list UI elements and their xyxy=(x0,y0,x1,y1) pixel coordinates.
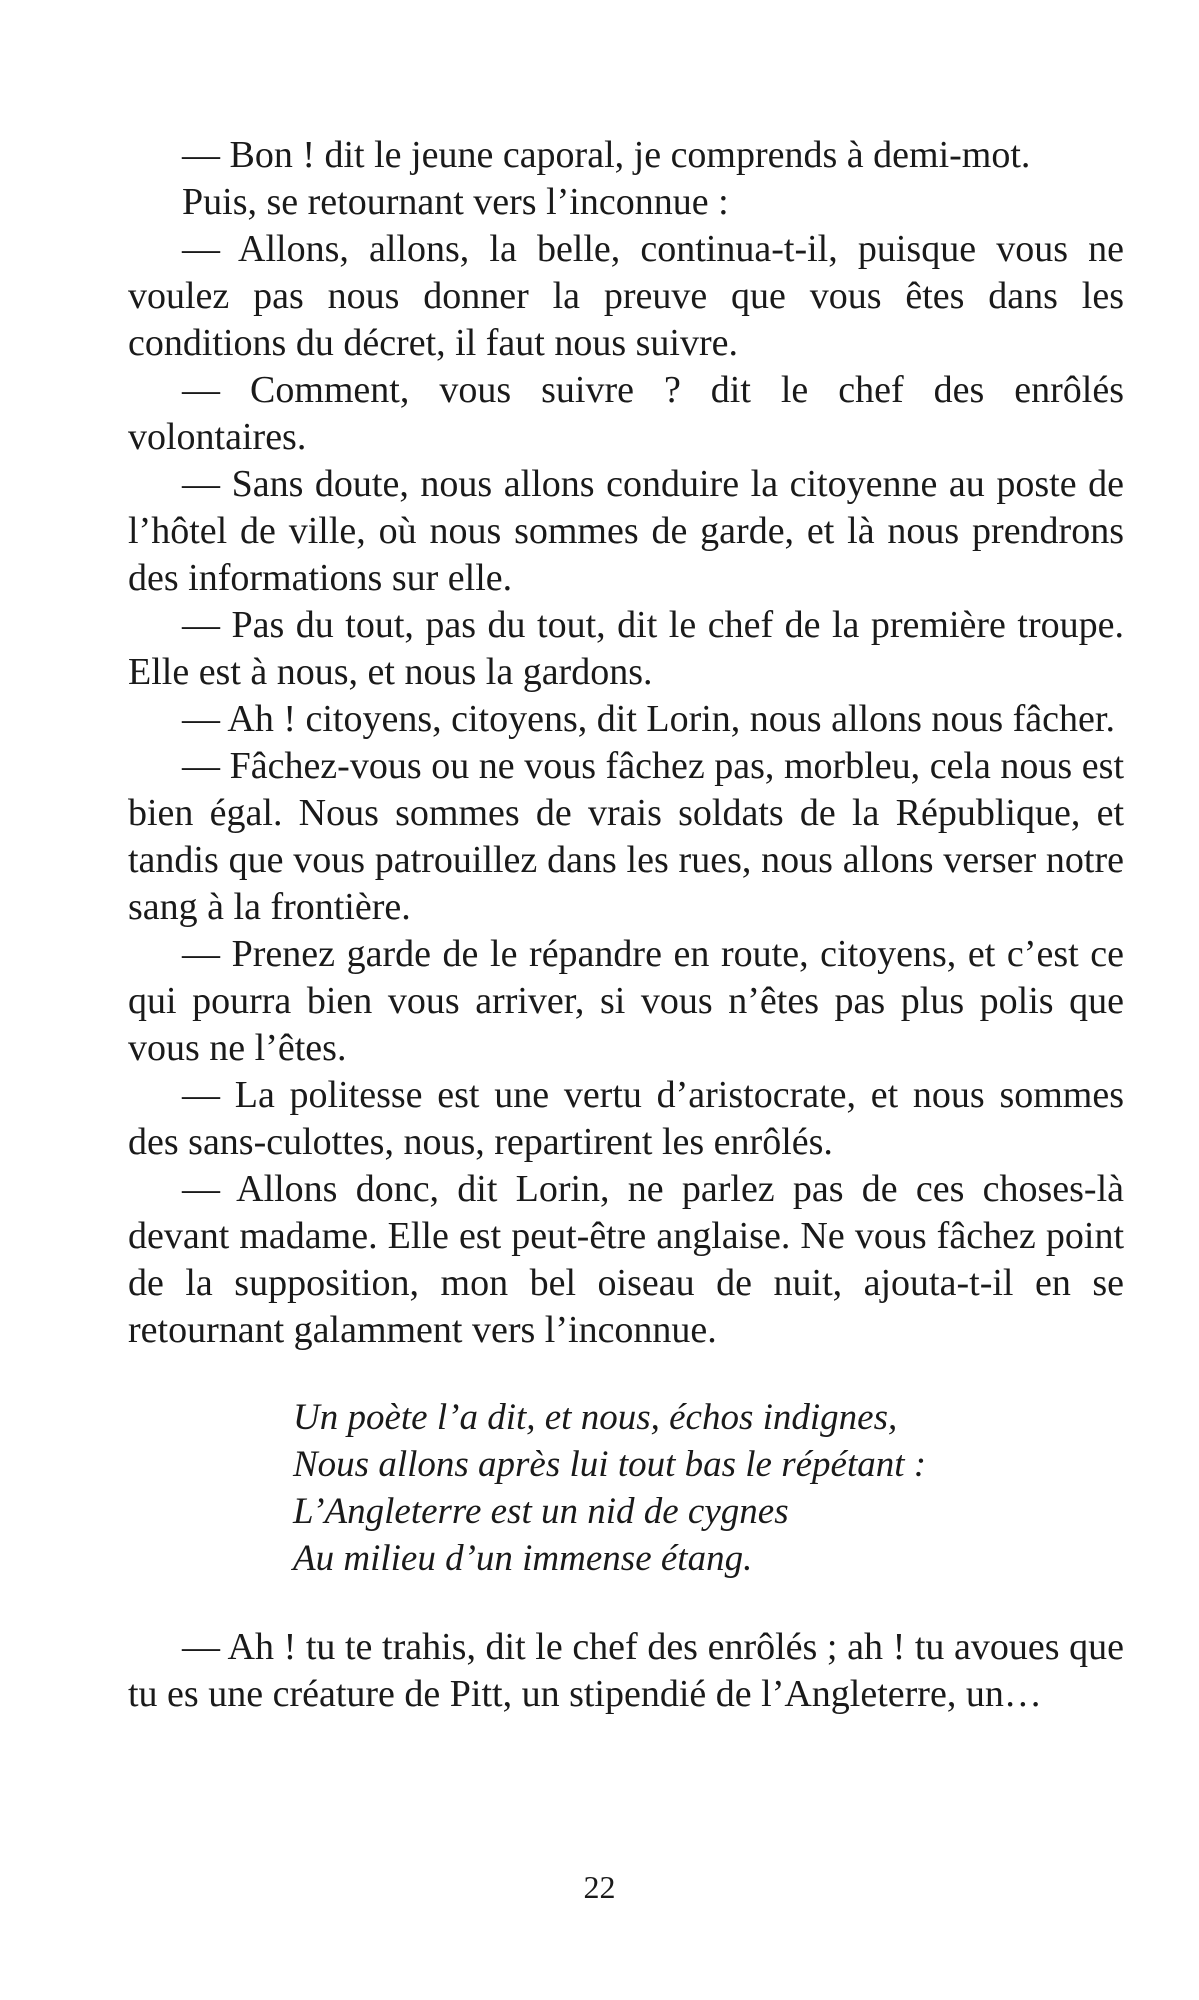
paragraph: — Fâchez-vous ou ne vous fâchez pas, morbleu, cela nous est bien égal. Nous sommes de vrais soldats de la République, et tandis que vous patrouillez dans les rues, nous allons verser notre sang à la frontière. xyxy=(128,745,1124,928)
verse-line: Au milieu d’un immense étang. xyxy=(293,1538,753,1579)
paragraph: Puis, se retournant vers l’inconnue : xyxy=(182,181,729,223)
paragraph: — Prenez garde de le répandre en route, citoyens, et c’est ce qui pourra bien vous arriver, si vous n’êtes pas plus polis que vous ne l’êtes. xyxy=(128,933,1124,1069)
verse-line: Nous allons après lui tout bas le répétant : xyxy=(293,1444,927,1485)
paragraph: — Comment, vous suivre ? dit le chef des enrôlés volontaires. xyxy=(128,369,1124,458)
verse-line: L’Angleterre est un nid de cygnes xyxy=(293,1491,789,1532)
paragraph: — Allons, allons, la belle, continua-t-il, puisque vous ne voulez pas nous donner la preuve que vous êtes dans les conditions du décret, il faut nous suivre. xyxy=(128,228,1124,364)
paragraph: — Ah ! tu te trahis, dit le chef des enrôlés ; ah ! tu avoues que tu es une créature de Pitt, un stipendié de l’Angleterre, un… xyxy=(128,1626,1124,1715)
paragraph: — Allons donc, dit Lorin, ne parlez pas de ces choses-là devant madame. Elle est peut-être anglaise. Ne vous fâchez point de la supposition, mon bel oiseau de nuit, ajouta-t-il en se retournant galamment vers l’inconnue. xyxy=(128,1168,1124,1351)
paragraph: — La politesse est une vertu d’aristocrate, et nous sommes des sans-culottes, nous, repartirent les enrôlés. xyxy=(128,1074,1124,1163)
paragraph: — Sans doute, nous allons conduire la citoyenne au poste de l’hôtel de ville, où nous sommes de garde, et là nous prendrons des informations sur elle. xyxy=(128,463,1124,599)
verse-line: Un poète l’a dit, et nous, échos indignes, xyxy=(293,1397,898,1438)
verse-quotation xyxy=(293,1394,1124,1582)
paragraph: — Bon ! dit le jeune caporal, je comprends à demi-mot. xyxy=(182,134,1031,176)
page-number: 22 xyxy=(583,1869,616,1905)
paragraph: — Ah ! citoyens, citoyens, dit Lorin, nous allons nous fâcher. xyxy=(182,698,1115,740)
body-text xyxy=(128,132,1124,1718)
paragraph: — Pas du tout, pas du tout, dit le chef de la première troupe. Elle est à nous, et nous la gardons. xyxy=(128,604,1124,693)
